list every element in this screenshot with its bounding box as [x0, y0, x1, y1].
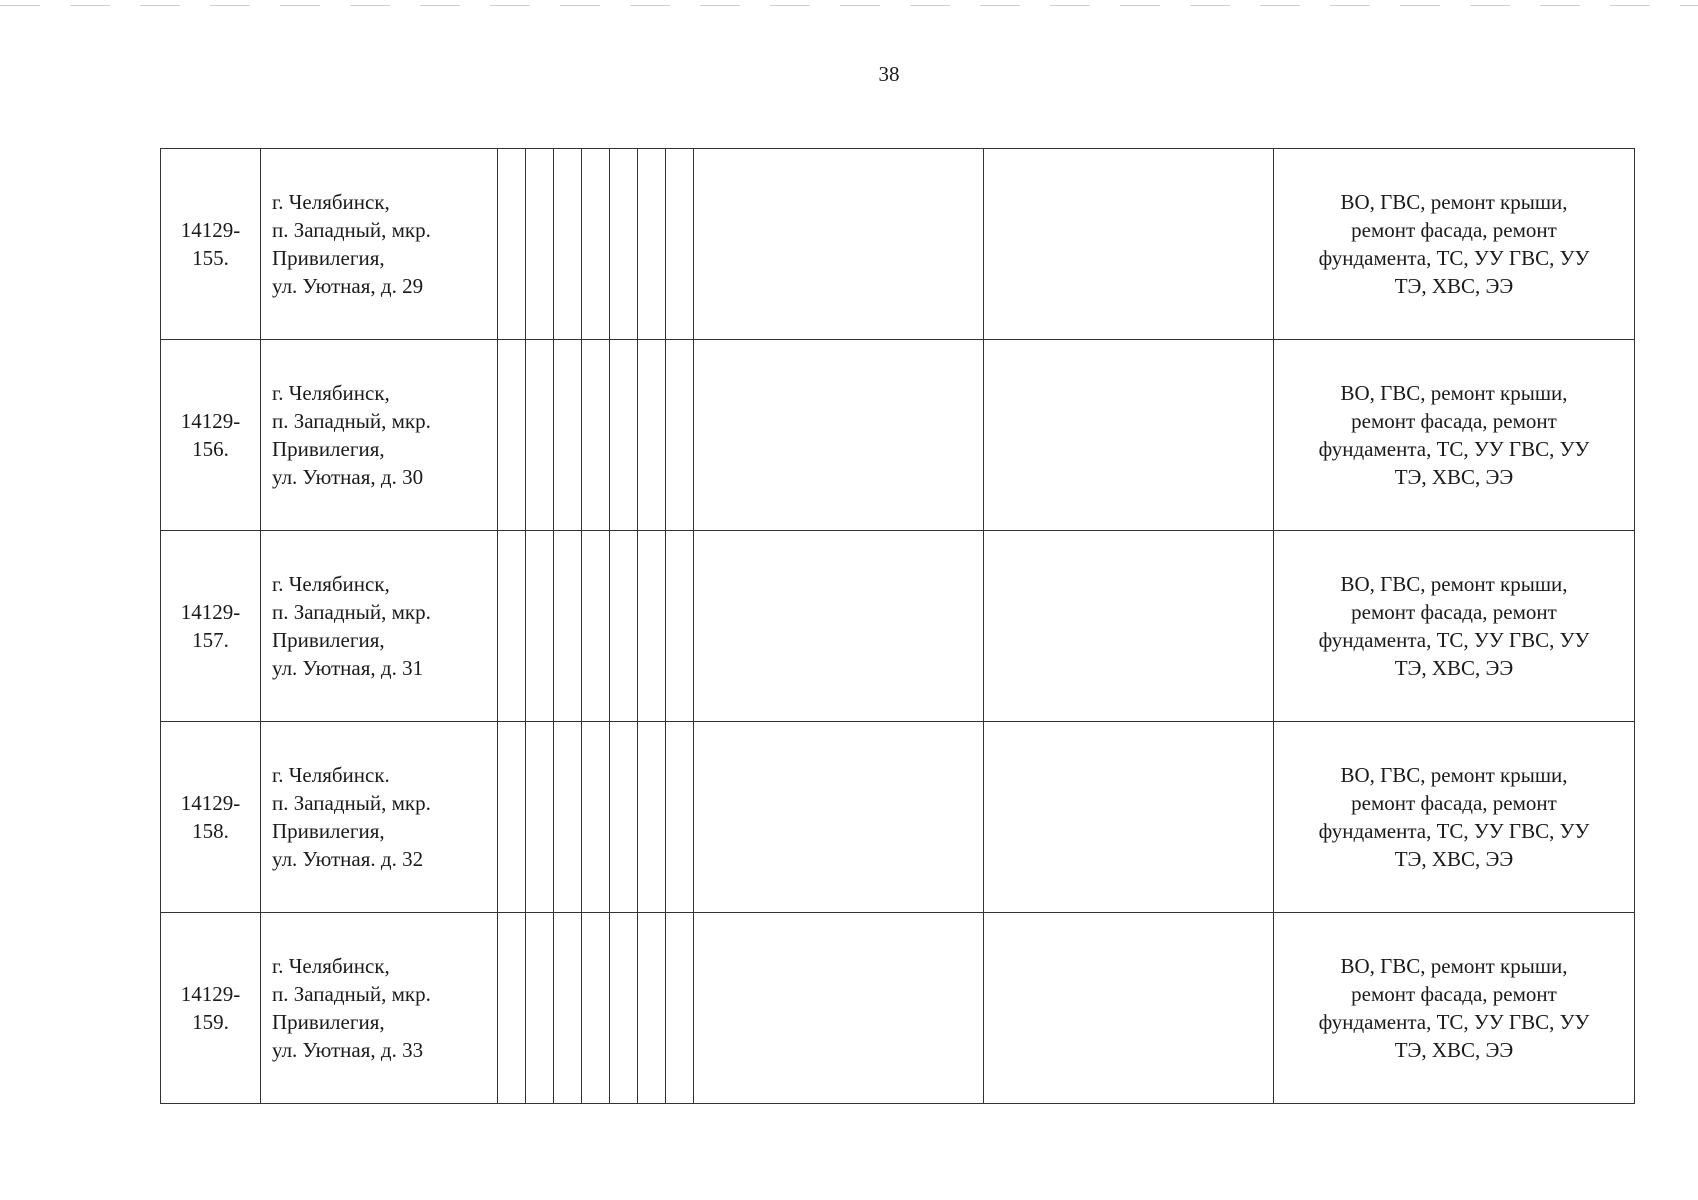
address-cell	[261, 722, 498, 913]
empty-cell	[526, 340, 554, 531]
empty-cell	[582, 913, 610, 1104]
table-row	[161, 913, 1635, 1104]
repair-works-cell	[1274, 913, 1635, 1104]
empty-cell	[694, 340, 984, 531]
address-line: г. Челябинск.	[272, 763, 390, 787]
repair-works-line: ТЭ, ХВС, ЭЭ	[1394, 274, 1514, 298]
empty-cell	[526, 531, 554, 722]
repair-works-line: ВО, ГВС, ремонт крыши,	[1340, 190, 1568, 214]
repair-works-line: ремонт фасада, ремонт	[1351, 218, 1557, 242]
address-line: г. Челябинск,	[272, 572, 390, 596]
repair-works-line: ВО, ГВС, ремонт крыши,	[1340, 763, 1568, 787]
empty-cell	[610, 913, 638, 1104]
empty-cell	[498, 722, 526, 913]
address-cell	[261, 531, 498, 722]
repair-works-line: ТЭ, ХВС, ЭЭ	[1394, 656, 1514, 680]
address-line: ул. Уютная, д. 31	[272, 656, 424, 680]
address-line: ул. Уютная, д. 30	[272, 465, 424, 489]
row-number-line: 14129-	[180, 218, 241, 242]
empty-cell	[984, 531, 1274, 722]
repair-works-line: фундамента, ТС, УУ ГВС, УУ	[1318, 437, 1590, 461]
empty-cell	[526, 722, 554, 913]
row-number-line: 155.	[192, 246, 229, 270]
scan-edge-artifact	[0, 5, 1698, 6]
table-row	[161, 722, 1635, 913]
empty-cell	[666, 722, 694, 913]
address-line: п. Западный, мкр.	[272, 409, 431, 433]
empty-cell	[694, 913, 984, 1104]
repair-works-line: ВО, ГВС, ремонт крыши,	[1340, 381, 1568, 405]
empty-cell	[638, 531, 666, 722]
empty-cell	[666, 531, 694, 722]
repair-works-cell	[1274, 531, 1635, 722]
repair-works-line: фундамента, ТС, УУ ГВС, УУ	[1318, 246, 1590, 270]
address-line: г. Челябинск,	[272, 954, 390, 978]
housing-register-table	[160, 148, 1635, 1104]
empty-cell	[610, 722, 638, 913]
empty-cell	[984, 149, 1274, 340]
empty-cell	[498, 149, 526, 340]
repair-works-line: ремонт фасада, ремонт	[1351, 409, 1557, 433]
empty-cell	[526, 149, 554, 340]
row-number-cell	[161, 531, 261, 722]
address-line: п. Западный, мкр.	[272, 982, 431, 1006]
address-line: ул. Уютная, д. 33	[272, 1038, 424, 1062]
address-line: Привилегия,	[272, 819, 385, 843]
empty-cell	[638, 913, 666, 1104]
empty-cell	[984, 722, 1274, 913]
empty-cell	[554, 531, 582, 722]
repair-works-line: ремонт фасада, ремонт	[1351, 982, 1557, 1006]
table-row	[161, 531, 1635, 722]
repair-works-line: фундамента, ТС, УУ ГВС, УУ	[1318, 819, 1590, 843]
repair-works-line: ТЭ, ХВС, ЭЭ	[1394, 1038, 1514, 1062]
address-line: ул. Уютная. д. 32	[272, 847, 424, 871]
address-cell	[261, 149, 498, 340]
address-line: п. Западный, мкр.	[272, 600, 431, 624]
empty-cell	[554, 149, 582, 340]
empty-cell	[526, 913, 554, 1104]
row-number-cell	[161, 722, 261, 913]
repair-works-line: фундамента, ТС, УУ ГВС, УУ	[1318, 1010, 1590, 1034]
repair-works-cell	[1274, 340, 1635, 531]
empty-cell	[694, 531, 984, 722]
empty-cell	[666, 913, 694, 1104]
row-number-line: 14129-	[180, 982, 241, 1006]
table-row	[161, 149, 1635, 340]
row-number-cell	[161, 340, 261, 531]
empty-cell	[582, 531, 610, 722]
empty-cell	[610, 531, 638, 722]
empty-cell	[498, 531, 526, 722]
page-number: 38	[878, 62, 900, 86]
empty-cell	[554, 722, 582, 913]
empty-cell	[554, 913, 582, 1104]
repair-works-line: ремонт фасада, ремонт	[1351, 600, 1557, 624]
address-cell	[261, 913, 498, 1104]
address-line: Привилегия,	[272, 246, 385, 270]
empty-cell	[666, 149, 694, 340]
repair-works-line: фундамента, ТС, УУ ГВС, УУ	[1318, 628, 1590, 652]
empty-cell	[582, 340, 610, 531]
empty-cell	[498, 913, 526, 1104]
empty-cell	[694, 722, 984, 913]
row-number-line: 156.	[192, 437, 229, 461]
empty-cell	[638, 722, 666, 913]
empty-cell	[666, 340, 694, 531]
empty-cell	[694, 149, 984, 340]
empty-cell	[638, 149, 666, 340]
empty-cell	[582, 149, 610, 340]
row-number-line: 14129-	[180, 791, 241, 815]
address-line: Привилегия,	[272, 628, 385, 652]
address-line: г. Челябинск,	[272, 381, 390, 405]
row-number-cell	[161, 913, 261, 1104]
row-number-line: 159.	[192, 1010, 229, 1034]
repair-works-line: ВО, ГВС, ремонт крыши,	[1340, 954, 1568, 978]
address-line: ул. Уютная, д. 29	[272, 274, 424, 298]
address-line: п. Западный, мкр.	[272, 218, 431, 242]
repair-works-line: ТЭ, ХВС, ЭЭ	[1394, 847, 1514, 871]
row-number-line: 157.	[192, 628, 229, 652]
address-line: г. Челябинск,	[272, 190, 390, 214]
repair-works-line: ТЭ, ХВС, ЭЭ	[1394, 465, 1514, 489]
empty-cell	[984, 340, 1274, 531]
empty-cell	[582, 722, 610, 913]
row-number-cell	[161, 149, 261, 340]
row-number-line: 14129-	[180, 600, 241, 624]
repair-works-cell	[1274, 722, 1635, 913]
address-line: п. Западный, мкр.	[272, 791, 431, 815]
empty-cell	[554, 340, 582, 531]
address-line: Привилегия,	[272, 437, 385, 461]
table-row	[161, 340, 1635, 531]
empty-cell	[498, 340, 526, 531]
row-number-line: 14129-	[180, 409, 241, 433]
empty-cell	[638, 340, 666, 531]
empty-cell	[984, 913, 1274, 1104]
repair-works-line: ВО, ГВС, ремонт крыши,	[1340, 572, 1568, 596]
repair-works-cell	[1274, 149, 1635, 340]
row-number-line: 158.	[192, 819, 229, 843]
address-line: Привилегия,	[272, 1010, 385, 1034]
empty-cell	[610, 340, 638, 531]
register-body	[161, 149, 1635, 1104]
empty-cell	[610, 149, 638, 340]
repair-works-line: ремонт фасада, ремонт	[1351, 791, 1557, 815]
address-cell	[261, 340, 498, 531]
